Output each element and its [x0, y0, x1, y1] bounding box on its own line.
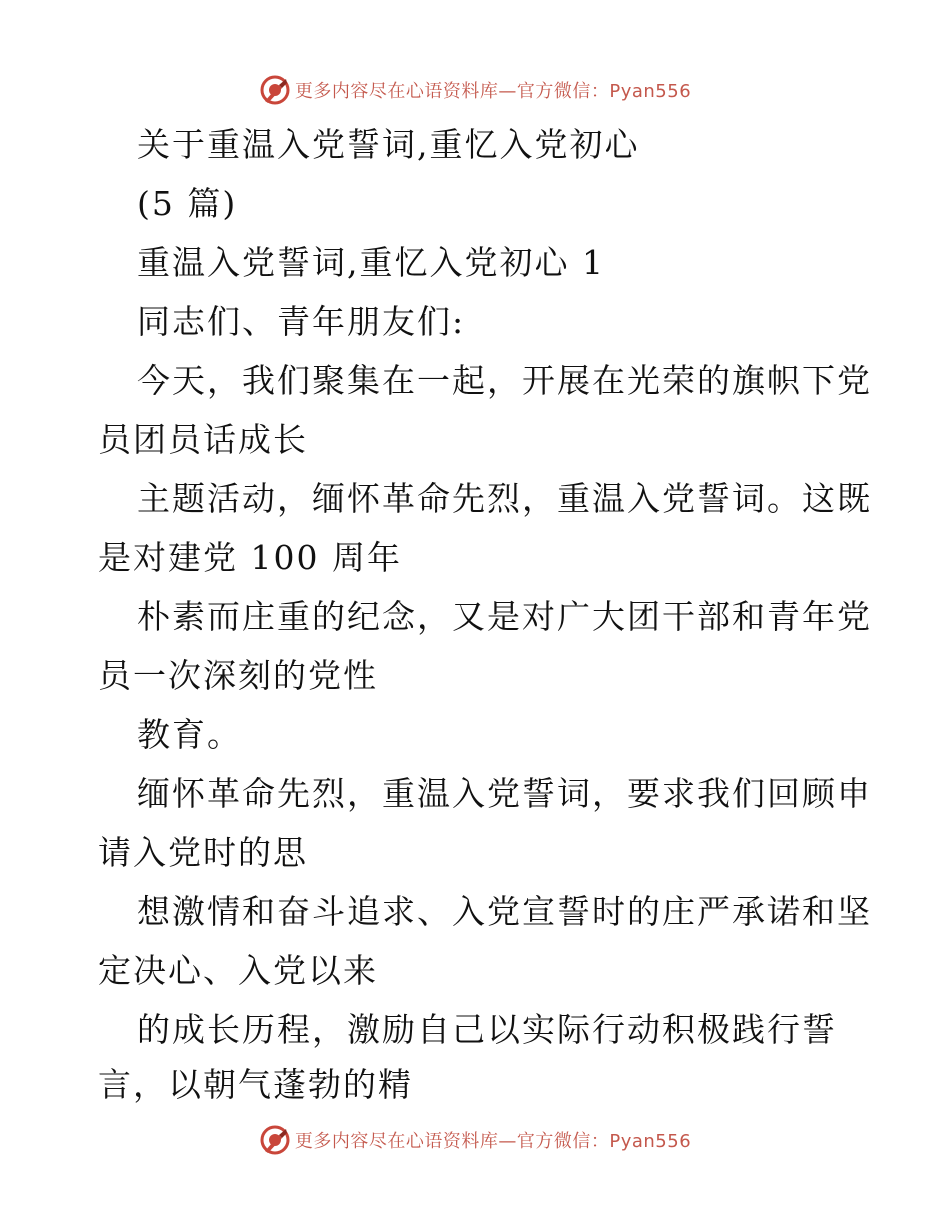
paragraph-line: 定决心、入党以来	[98, 951, 378, 990]
document-title: 关于重温入党誓词,重忆入党初心	[137, 125, 640, 164]
watermark-text: 更多内容尽在心语资料库—官方微信：Pyan556	[294, 81, 692, 102]
paragraph-line: 的成长历程，激励自己以实际行动积极践行誓	[137, 1010, 837, 1049]
section-heading: 重温入党誓词,重忆入党初心 1	[137, 243, 605, 282]
pen-logo-icon	[259, 74, 291, 106]
pen-logo-icon	[259, 1124, 291, 1156]
header-watermark	[0, 72, 950, 108]
salutation: 同志们、青年朋友们:	[137, 302, 466, 341]
paragraph-line: 朴素而庄重的纪念，又是对广大团干部和青年党	[137, 597, 872, 636]
paragraph-line: 言，以朝气蓬勃的精	[98, 1065, 413, 1104]
paragraph-line: 主题活动，缅怀革命先烈，重温入党誓词。这既	[137, 479, 872, 518]
footer-watermark	[0, 1122, 950, 1158]
watermark-text: 更多内容尽在心语资料库—官方微信：Pyan556	[294, 1131, 692, 1152]
paragraph-line: 今天，我们聚集在一起，开展在光荣的旗帜下党	[137, 361, 872, 400]
paragraph-line: 想激情和奋斗追求、入党宣誓时的庄严承诺和坚	[137, 892, 872, 931]
paragraph-line: 员一次深刻的党性	[98, 656, 378, 695]
paragraph-line: 教育。	[137, 715, 242, 754]
paragraph-line: 缅怀革命先烈，重温入党誓词，要求我们回顾申	[137, 774, 872, 813]
paragraph-line: 员团员话成长	[98, 420, 308, 459]
paragraph-line: 是对建党 100 周年	[98, 538, 402, 577]
document-subtitle: (5 篇)	[137, 184, 238, 223]
paragraph-line: 请入党时的思	[98, 833, 308, 872]
